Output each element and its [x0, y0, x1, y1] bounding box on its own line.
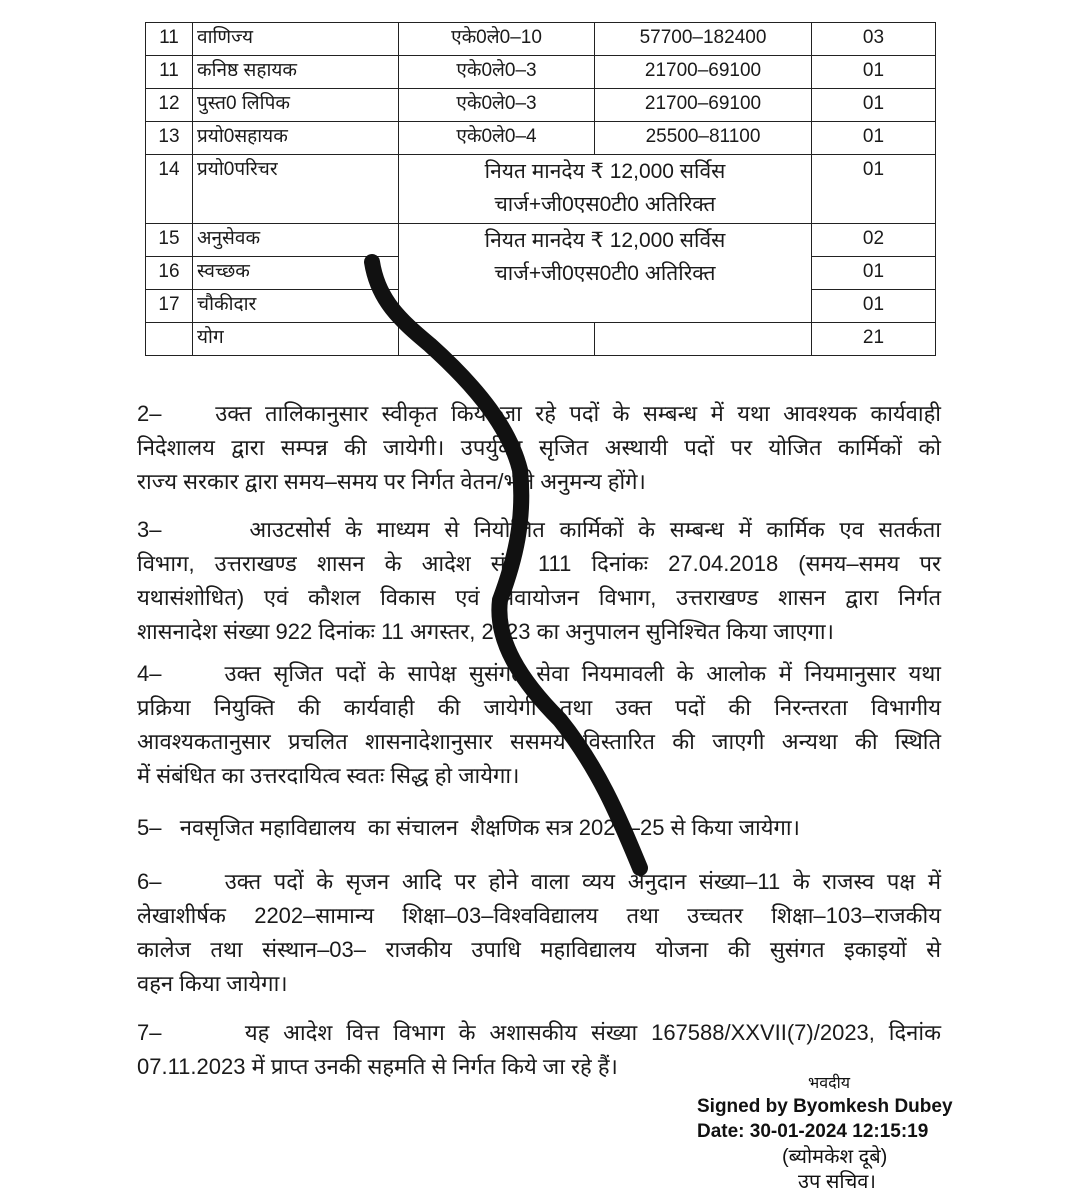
serial-number: 16: [146, 257, 193, 290]
paragraph-line: 2– उक्त तालिकानुसार स्वीकृत किये जा रहे पदों के सम्बन्ध में यथा आवश्यक कार्यवाही: [137, 401, 941, 426]
paragraph-3: [137, 513, 941, 649]
paragraph-line: विभाग, उत्तराखण्ड शासन के आदेश सं0 111 दिनांकः 27.04.2018 (समय–समय पर: [137, 551, 941, 576]
table-row: [146, 122, 936, 155]
post-name: कनिष्ठ सहायक: [193, 56, 399, 89]
paragraph-line: वहन किया जायेगा।: [137, 971, 288, 996]
post-count: 03: [812, 23, 936, 56]
post-count: 02: [812, 224, 936, 257]
paragraph-line: लेखाशीर्षक 2202–सामान्य शिक्षा–03–विश्वविद्यालय तथा उच्चतर शिक्षा–103–राजकीय: [137, 903, 941, 928]
pay-scale: 21700–69100: [595, 56, 812, 89]
pay-level: एके0ले0–3: [399, 56, 595, 89]
paragraph-line: 7– यह आदेश वित्त विभाग के अशासकीय संख्या 167588/XXVII(7)/2023, दिनांक: [137, 1020, 941, 1045]
post-count: 01: [812, 155, 936, 224]
paragraph-line: 3– आउटसोर्स के माध्यम से नियोजित कार्मिकों के सम्बन्ध में कार्मिक एव सतर्कता: [137, 517, 941, 542]
post-name: स्वच्छक: [193, 257, 399, 290]
total-label: योग: [193, 323, 399, 356]
table-row: [146, 23, 936, 56]
signatory-designation: उप सचिव।: [798, 1171, 876, 1193]
post-name: प्रयो0सहायक: [193, 122, 399, 155]
pay-scale: 21700–69100: [595, 89, 812, 122]
pay-scale: 25500–81100: [595, 122, 812, 155]
paragraph-line: आवश्यकतानुसार प्रचलित शासनादेशानुसार ससमय विस्तारित की जाएगी अन्यथा की स्थिति: [137, 729, 941, 754]
paragraph-4: [137, 657, 941, 793]
paragraph-line: राज्य सरकार द्वारा समय–समय पर निर्गत वेतन/भत्ते अनुमन्य होंगे।: [137, 469, 646, 494]
table-row: [146, 224, 936, 257]
post-count: 01: [812, 257, 936, 290]
serial-number: 15: [146, 224, 193, 257]
serial-number: 11: [146, 23, 193, 56]
paragraph-line: प्रक्रिया नियुक्ति की कार्यवाही की जायेगी तथा उक्त पदों की निरन्तरता विभागीय: [137, 695, 941, 720]
posts-table: [145, 22, 936, 356]
paragraph-line: 4– उक्त सृजित पदों के सापेक्ष सुसंगत सेवा नियमावली के आलोक में नियमानुसार यथा: [137, 661, 941, 686]
closing-salutation: भवदीय: [808, 1075, 851, 1092]
post-name: चौकीदार: [193, 290, 399, 323]
paragraph-line: 07.11.2023 में प्राप्त उनकी सहमति से निर्गत किये जा रहे हैं।: [137, 1054, 618, 1079]
total-count: 21: [812, 323, 936, 356]
pay-scale: 57700–182400: [595, 23, 812, 56]
post-name: पुस्त0 लिपिक: [193, 89, 399, 122]
paragraph-line: 6– उक्त पदों के सृजन आदि पर होने वाला व्यय अनुदान संख्या–11 के राजस्व पक्ष में: [137, 869, 941, 894]
paragraph-line: शासनादेश संख्या 922 दिनांकः 11 अगस्तर, 2023 का अनुपालन सुनिश्चित किया जाएगा।: [137, 619, 834, 644]
fixed-honorarium-note: नियत मानदेय ₹ 12,000 सर्विस चार्ज+जी0एस0टी0 अतिरिक्त: [399, 224, 812, 323]
paragraph-line: यथासंशोधित) एवं कौशल विकास एवं सेवायोजन विभाग, उत्तराखण्ड शासन द्वारा निर्गत: [137, 585, 941, 610]
table-row: [146, 89, 936, 122]
digital-signature-name: Signed by Byomkesh Dubey: [697, 1096, 953, 1117]
paragraph-line: 5– नवसृजित महाविद्यालय का संचालन शैक्षणिक सत्र 2024–25 से किया जायेगा।: [137, 815, 800, 840]
paragraph-2: [137, 397, 941, 499]
post-count: 01: [812, 89, 936, 122]
serial-number: 12: [146, 89, 193, 122]
post-count: 01: [812, 122, 936, 155]
digital-signature-date: Date: 30-01-2024 12:15:19: [697, 1121, 929, 1142]
serial-number: 17: [146, 290, 193, 323]
fixed-honorarium-note: नियत मानदेय ₹ 12,000 सर्विस चार्ज+जी0एस0टी0 अतिरिक्त: [399, 155, 812, 224]
table-row: [146, 56, 936, 89]
paragraph-line: कालेज तथा संस्थान–03– राजकीय उपाधि महाविद्यालय योजना की सुसंगत इकाइयों से: [137, 937, 941, 962]
serial-number: 14: [146, 155, 193, 224]
paragraph-line: निदेशालय द्वारा सम्पन्न की जायेगी। उपर्युक्त सृजित अस्थायी पदों पर योजित कार्मिकों को: [137, 435, 941, 460]
post-name: प्रयो0परिचर: [193, 155, 399, 224]
table-row: [146, 155, 936, 224]
post-name: वाणिज्य: [193, 23, 399, 56]
paragraph-6: [137, 865, 941, 1001]
signatory-name: (ब्योमकेश दूबे): [782, 1146, 888, 1168]
paragraph-5: [137, 811, 907, 845]
post-count: 01: [812, 290, 936, 323]
pay-level: एके0ले0–3: [399, 89, 595, 122]
serial-number: 13: [146, 122, 193, 155]
total-row: [146, 323, 936, 356]
serial-number: 11: [146, 56, 193, 89]
pay-level: एके0ले0–10: [399, 23, 595, 56]
pay-level: एके0ले0–4: [399, 122, 595, 155]
post-count: 01: [812, 56, 936, 89]
post-name: अनुसेवक: [193, 224, 399, 257]
paragraph-line: में संबंधित का उत्तरदायित्व स्वतः सिद्ध हो जायेगा।: [137, 763, 520, 788]
